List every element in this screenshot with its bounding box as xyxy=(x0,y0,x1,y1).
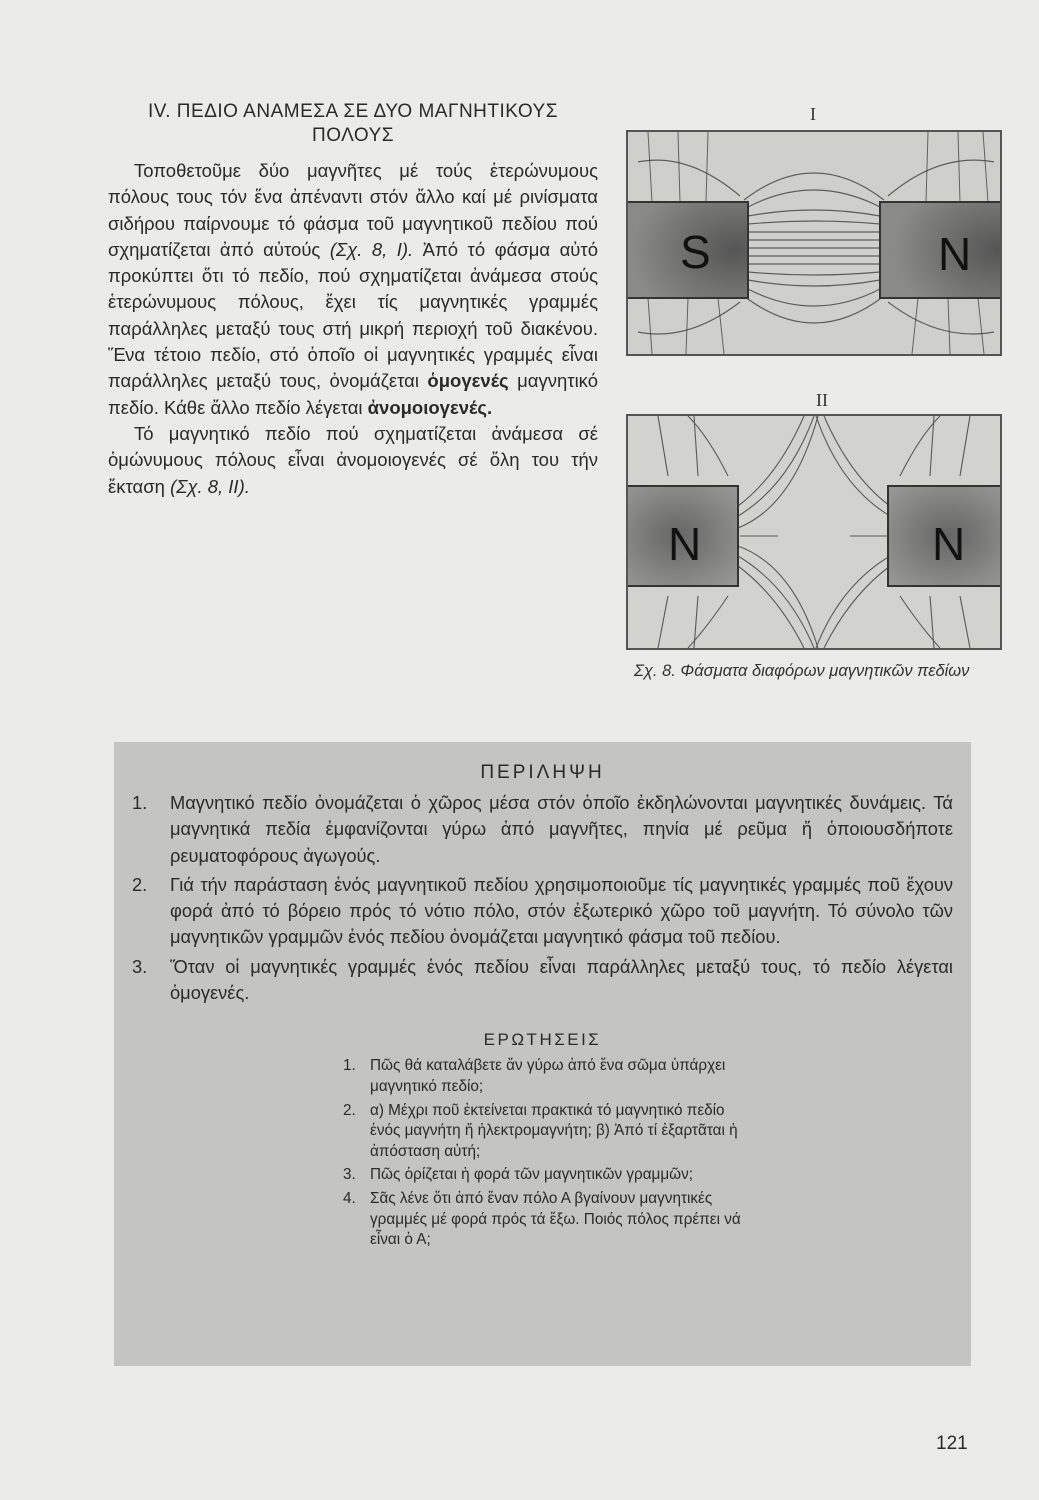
figure-ref-2: (Σχ. 8, ΙΙ). xyxy=(170,475,250,497)
summary-list xyxy=(132,790,953,1006)
field-pattern-opposite-poles xyxy=(626,130,1002,356)
question-item: 3. Πῶς ὁρίζεται ἡ φορά τῶν μαγνητικῶν γραμμῶν; xyxy=(343,1166,694,1184)
section-title: IV. ΠΕΔΙΟ ΑΝΑΜΕΣΑ ΣΕ ΔΥΟ ΜΑΓΝΗΤΙΚΟΥΣ ΠΟΛΟΥΣ xyxy=(148,101,558,146)
paragraph-2: Τό μαγνητικό πεδίο πού σχηματίζεται ἀνάμεσα σέ ὁμώνυμους πόλους εἶναι ἀνομοιογενές σέ ὅλη του τήν ἔκταση (Σχ. 8, ΙΙ). xyxy=(108,422,598,497)
pole-label: N xyxy=(932,518,966,570)
paragraph-1: Τοποθετοῦμε δύο μαγνῆτες μέ τούς ἑτερώνυμους πόλους τους τόν ἕνα ἀπέναντι στόν ἄλλο καί μέ ρινίσματα σιδήρου παίρνουμε τό φάσμα τοῦ μαγνητικοῦ πεδίου πού σχηματίζεται ἀπό αὐτούς (Σχ. 8, Ι). Ἀπό τό φάσμα αὐτό προκύπτει ὅτι τό πεδίο, πού σχηματίζεται ἀνάμεσα στούς ἑτερώνυμους πόλους, ἔχει τίς μαγνητικές γραμμές παράλληλες μεταξύ τους στή μικρή περιοχή τοῦ διακένου. Ἕνα τέτοιο πεδίο, στό ὁποῖο οἱ μαγνητικές γραμμές εἶναι παράλληλες μεταξύ τους, ὀνομάζεται ὁμογενές μαγνητικό πεδίο. Κάθε ἄλλο πεδίο λέγεται ἀνομοιογενές. xyxy=(108,160,598,418)
question-item: 1. Πῶς θά καταλάβετε ἄν γύρω ἀπό ἕνα σῶμα ὑπάρχει μαγνητικό πεδίο; xyxy=(343,1057,726,1095)
term-homogeneous: ὁμογενές xyxy=(427,370,509,392)
figure-ref-1: (Σχ. 8, Ι). xyxy=(329,238,414,260)
question-item: 2. α) Μέχρι ποῦ ἐκτείνεται πρακτικά τό μαγνητικό πεδίο ἑνός μαγνήτη ἤ ἠλεκτρομαγνήτη; β) Ἀπό τί ἐξαρτᾶται ἡ ἀπόσταση αὐτή; xyxy=(343,1101,738,1160)
summary-box xyxy=(114,742,971,1366)
panel-1-label: I xyxy=(810,104,816,124)
iron-filings-image-2 xyxy=(628,416,1000,648)
panel-2-label: II xyxy=(816,390,828,410)
question-item: 4. Σᾶς λένε ὅτι ἀπό ἕναν πόλο Α βγαίνουν μαγνητικές γραμμές μέ φορά πρός τά ἔξω. Ποιός πόλος πρέπει νά εἶναι ὁ Α; xyxy=(343,1189,741,1249)
section-iv xyxy=(108,100,598,500)
questions-title: ΕΡΩΤΗΣΕΙΣ xyxy=(483,1030,602,1050)
pole-label: N xyxy=(668,518,702,570)
questions-list xyxy=(343,1056,743,1250)
pole-label: N xyxy=(938,228,972,280)
iron-filings-image-1 xyxy=(628,132,1000,354)
pole-label: S xyxy=(680,226,711,278)
field-pattern-like-poles xyxy=(626,414,1002,650)
figure-caption: Σχ. 8. Φάσματα διαφόρων μαγνητικῶν πεδίων xyxy=(634,662,970,680)
summary-item: 1. Μαγνητικό πεδίο ὀνομάζεται ὁ χῶρος μέσα στόν ὁποῖο ἐκδηλώνονται μαγνητικές δυνάμεις. Τά μαγνητικά πεδία ἐμφανίζονται γύρω ἀπό μαγνῆτες, πηνία μέ ρεῦμα ἤ ὁποιουσδήποτε ρευματοφόρους ἀγωγούς. xyxy=(132,792,953,866)
page-number: 121 xyxy=(936,1433,968,1454)
summary-item: 3. Ὅταν οἱ μαγνητικές γραμμές ἑνός πεδίου εἶναι παράλληλες μεταξύ τους, τό πεδίο λέγεται ὁμογενές. xyxy=(132,955,953,1004)
term-inhomogeneous: ἀνομοιογενές. xyxy=(367,396,493,418)
summary-item: 2. Γιά τήν παράσταση ἑνός μαγνητικοῦ πεδίου χρησιμοποιοῦμε τίς μαγνητικές γραμμές ποῦ ἔχουν φορά ἀπό τό βόρειο πρός τό νότιο πόλο, στόν ἐξωτερικό χῶρο τοῦ μαγνήτη. Τό σύνολο τῶν μαγνητικῶν γραμμῶν ἑνός πεδίου ὀνομάζεται μαγνητικό φάσμα τοῦ πεδίου. xyxy=(132,873,953,948)
summary-title: ΠΕΡΙΛΗΨΗ xyxy=(480,762,605,783)
